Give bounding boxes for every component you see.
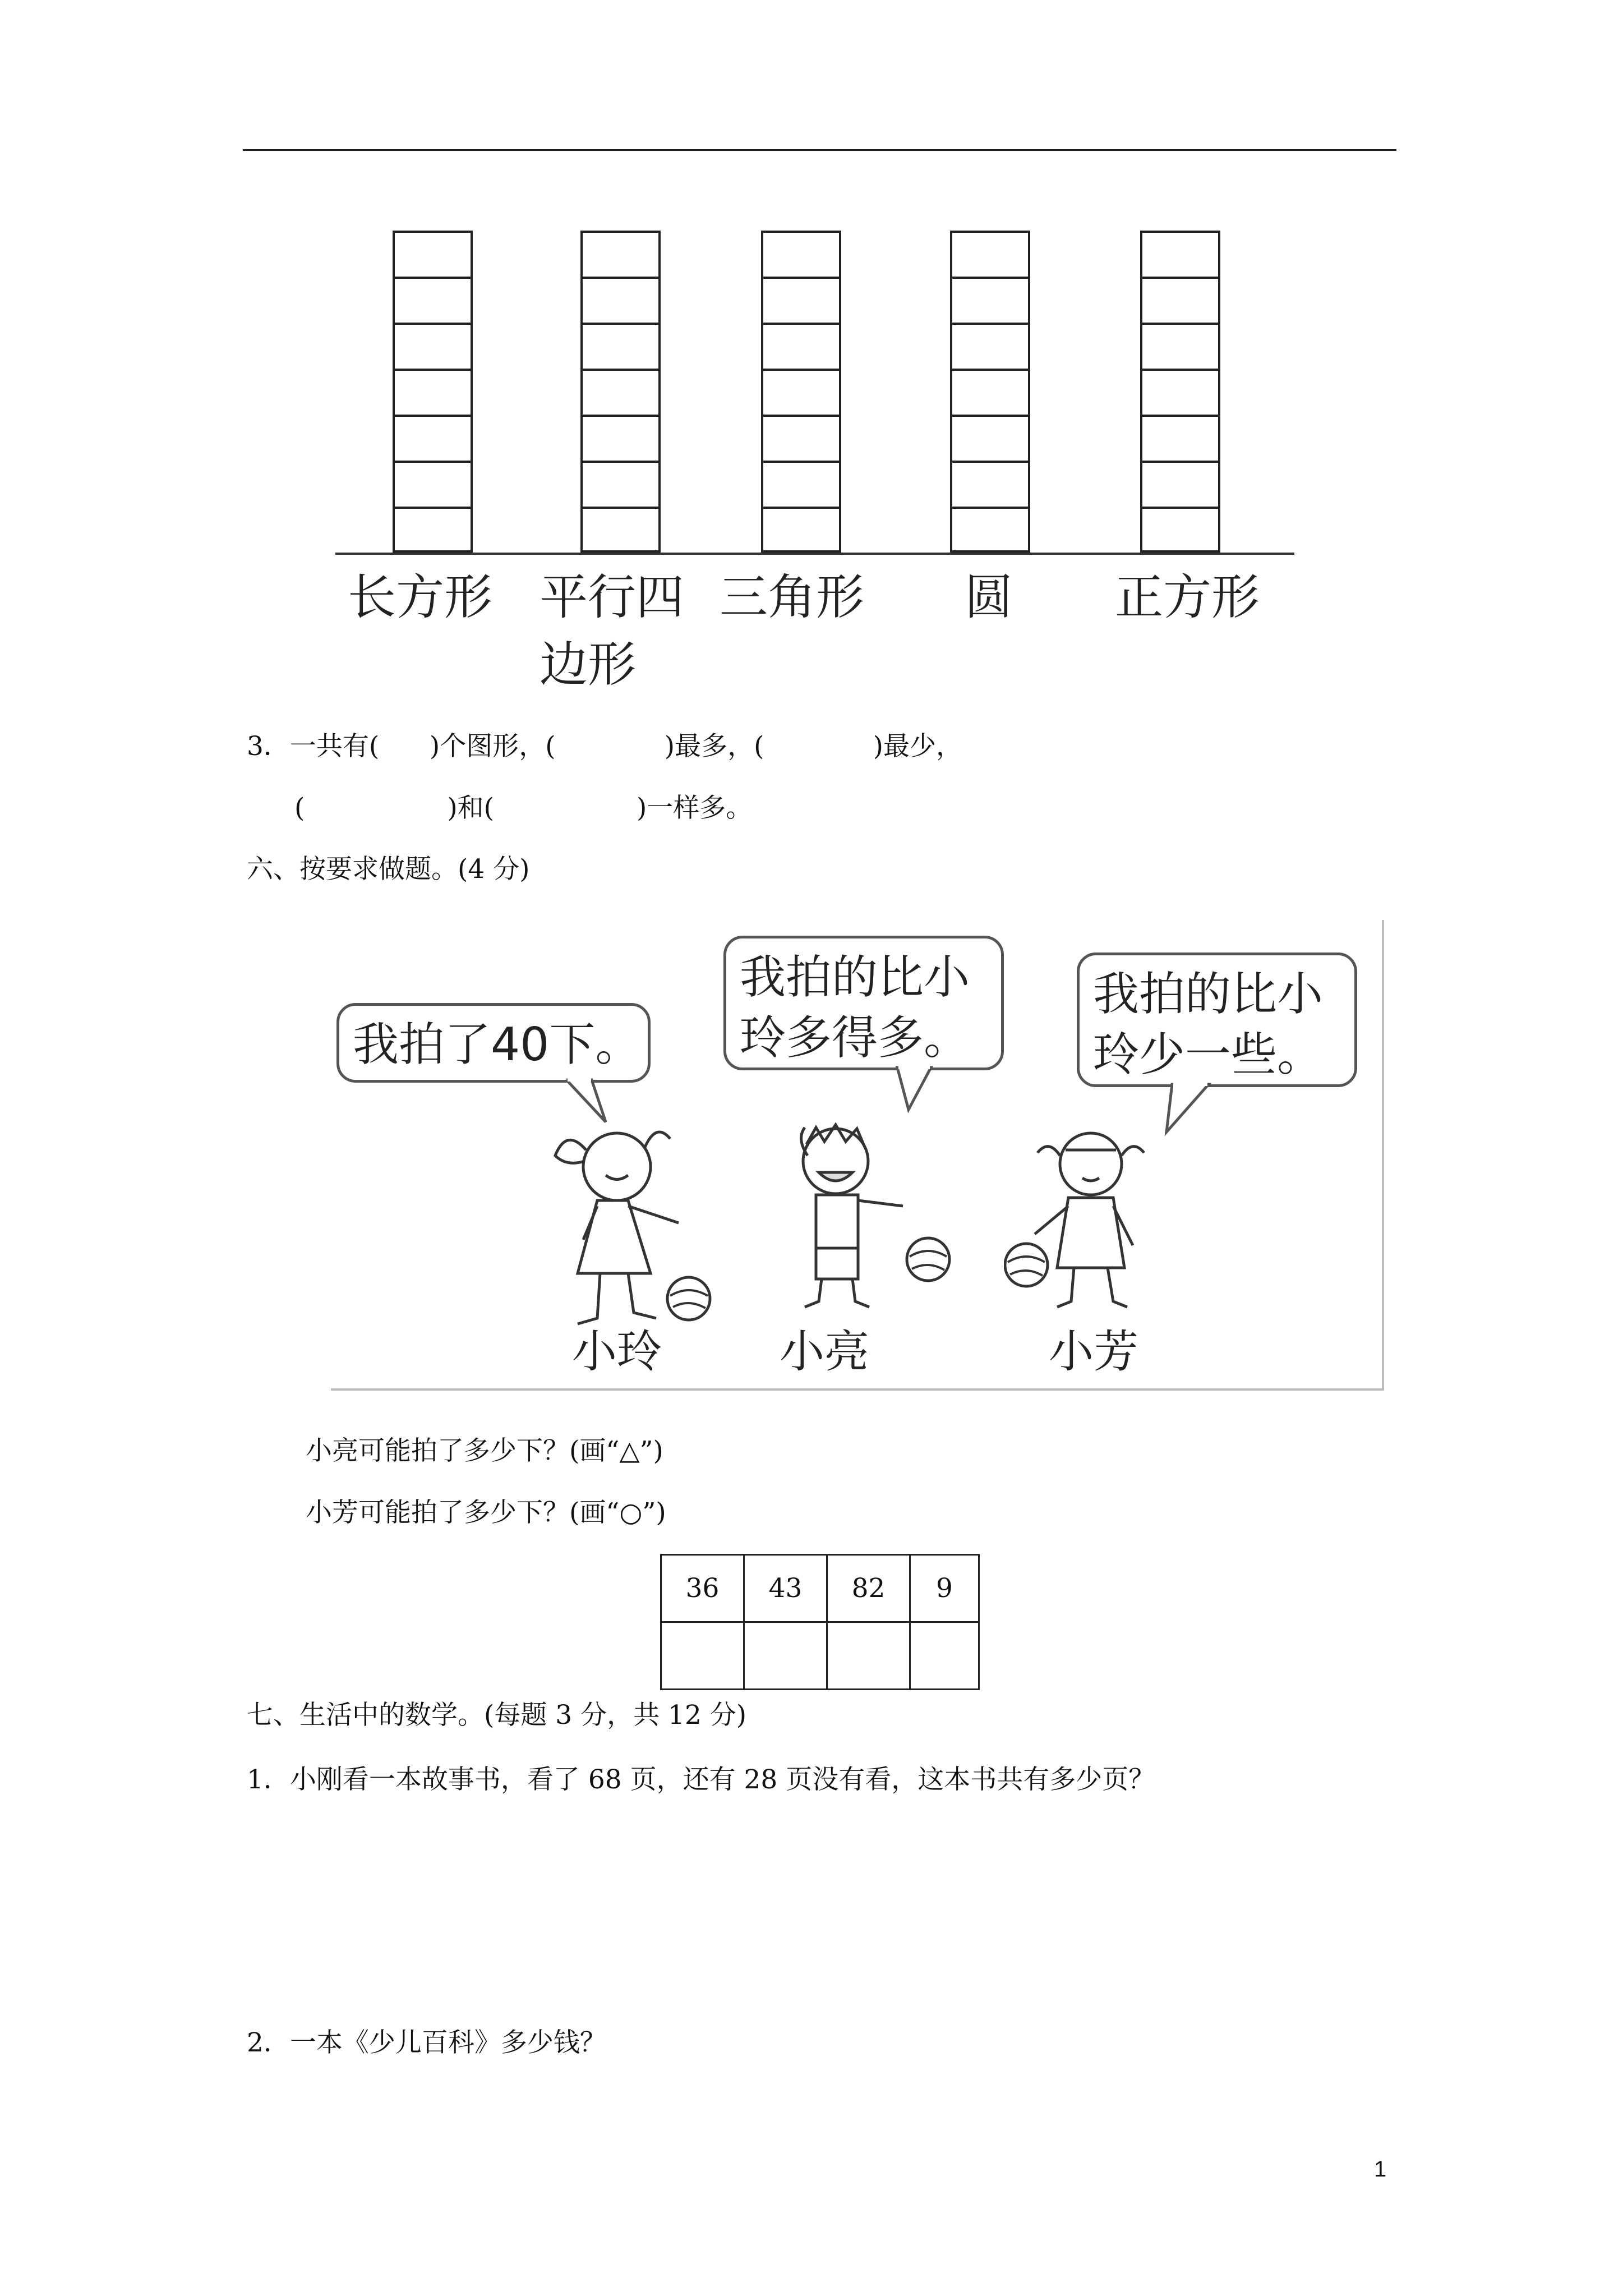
speech-bubble-xiaofang: 我拍的比小 玲少一些。 xyxy=(1077,953,1357,1087)
girl-xiaoling-illustration xyxy=(544,1105,723,1341)
chart-cell[interactable] xyxy=(580,461,661,507)
category-label: 平行四 xyxy=(540,569,684,625)
chart-cell[interactable] xyxy=(950,461,1030,507)
boy-xiaoliang-illustration xyxy=(763,1122,965,1324)
chart-cell[interactable] xyxy=(761,323,841,369)
answer-table-value-row xyxy=(661,1555,979,1622)
value-cell: 9 xyxy=(910,1555,979,1622)
mark-cell[interactable] xyxy=(661,1622,744,1690)
question-3-line-1: 3．一共有( )个图形，( )最多，( )最少， xyxy=(247,731,962,762)
value-cell: 43 xyxy=(744,1555,827,1622)
chart-cell[interactable] xyxy=(580,323,661,369)
section-6-title: 六、按要求做题。(4 分) xyxy=(247,854,530,885)
chart-cell[interactable] xyxy=(580,415,661,461)
value-cell: 36 xyxy=(661,1555,744,1622)
chart-cell[interactable] xyxy=(1140,323,1220,369)
chart-cell[interactable] xyxy=(761,507,841,553)
chart-cell[interactable] xyxy=(580,507,661,553)
answer-table xyxy=(660,1554,980,1690)
mark-cell[interactable] xyxy=(910,1622,979,1690)
chart-cell[interactable] xyxy=(950,323,1030,369)
chart-cell[interactable] xyxy=(950,369,1030,415)
category-label: 圆 xyxy=(965,569,1013,625)
name-xiaoliang: 小亮 xyxy=(780,1326,869,1378)
chart-cell[interactable] xyxy=(950,415,1030,461)
chart-cell[interactable] xyxy=(393,277,473,323)
name-xiaoling: 小玲 xyxy=(572,1326,662,1378)
speech-bubble-xiaoling: 我拍了40下。 xyxy=(336,1003,651,1083)
chart-cell[interactable] xyxy=(393,323,473,369)
shape-count-chart xyxy=(0,0,1623,701)
question-xiaoliang: 小亮可能拍了多少下？(画“△”) xyxy=(306,1435,663,1466)
chart-cell[interactable] xyxy=(580,277,661,323)
category-label: 三角形 xyxy=(720,569,864,625)
section-7-title: 七、生活中的数学。(每题 3 分，共 12 分) xyxy=(247,1700,747,1731)
chart-cell[interactable] xyxy=(1140,461,1220,507)
chart-baseline xyxy=(335,553,1294,555)
chart-cell[interactable] xyxy=(950,507,1030,553)
chart-cell[interactable] xyxy=(950,231,1030,277)
chart-cell[interactable] xyxy=(761,231,841,277)
category-label: 边形 xyxy=(540,637,636,693)
answer-table-mark-row xyxy=(661,1622,979,1690)
chart-cell[interactable] xyxy=(761,461,841,507)
illustration-panel xyxy=(331,920,1384,1391)
chart-cell[interactable] xyxy=(580,369,661,415)
chart-cell[interactable] xyxy=(393,461,473,507)
mark-cell[interactable] xyxy=(827,1622,910,1690)
question-xiaofang: 小芳可能拍了多少下？(画“○”) xyxy=(306,1497,666,1528)
chart-cell[interactable] xyxy=(393,415,473,461)
category-label: 正方形 xyxy=(1115,569,1260,625)
chart-cell[interactable] xyxy=(950,277,1030,323)
chart-cell[interactable] xyxy=(393,231,473,277)
section-7-question-2: 2．一本《少儿百科》多少钱？ xyxy=(247,2027,606,2058)
speech-tail-xiaoliang xyxy=(892,1065,948,1115)
chart-cell[interactable] xyxy=(580,231,661,277)
section-7-question-1: 1．小刚看一本故事书，看了 68 页，还有 28 页没有看，这本书共有多少页？ xyxy=(247,1764,1155,1795)
value-cell: 82 xyxy=(827,1555,910,1622)
chart-cell[interactable] xyxy=(1140,415,1220,461)
question-3-line-2: ( )和( )一样多。 xyxy=(294,793,753,823)
chart-cell[interactable] xyxy=(761,415,841,461)
chart-cell[interactable] xyxy=(1140,231,1220,277)
category-label: 长方形 xyxy=(348,569,492,625)
mark-cell[interactable] xyxy=(744,1622,827,1690)
name-xiaofang: 小芳 xyxy=(1049,1326,1138,1378)
chart-cell[interactable] xyxy=(1140,369,1220,415)
page-number: 1 xyxy=(1374,2157,1387,2182)
chart-cell[interactable] xyxy=(761,369,841,415)
chart-cell[interactable] xyxy=(761,277,841,323)
chart-cell[interactable] xyxy=(393,507,473,553)
chart-cell[interactable] xyxy=(393,369,473,415)
speech-bubble-xiaoliang: 我拍的比小 玲多得多。 xyxy=(723,936,1004,1070)
chart-cell[interactable] xyxy=(1140,277,1220,323)
girl-xiaofang-illustration xyxy=(1004,1122,1206,1324)
chart-cell[interactable] xyxy=(1140,507,1220,553)
